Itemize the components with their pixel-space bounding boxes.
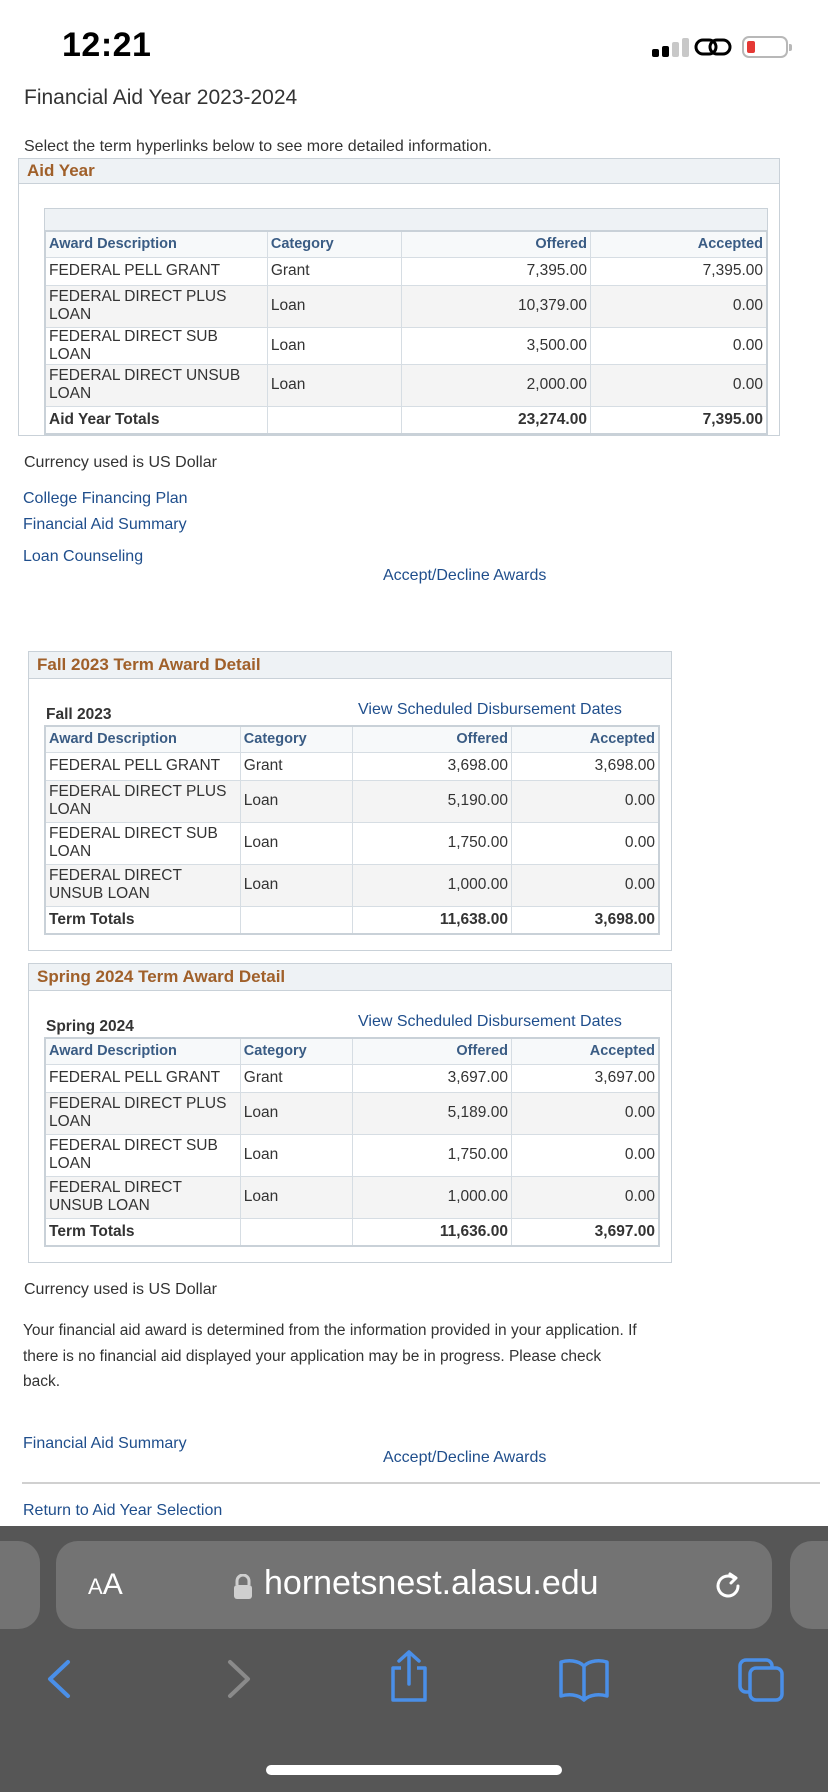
header-category: Category: [267, 231, 401, 257]
table-row: [45, 864, 659, 906]
award-accepted: 7,395.00: [590, 257, 767, 285]
award-accepted: 0.00: [511, 1134, 659, 1176]
back-icon[interactable]: [40, 1656, 80, 1707]
table-row: [45, 327, 767, 364]
totals-label: Aid Year Totals: [45, 406, 267, 434]
reload-icon[interactable]: [710, 1568, 746, 1609]
table-header-row: [45, 726, 659, 752]
aid-year-caption-bar: [44, 208, 768, 232]
accept-decline-awards-link[interactable]: Accept/Decline Awards: [383, 1449, 547, 1466]
award-category: Loan: [267, 364, 401, 406]
totals-row: [45, 906, 659, 934]
spring-disbursement-dates-link[interactable]: View Scheduled Disbursement Dates: [358, 1013, 622, 1030]
award-offered: 3,697.00: [352, 1064, 511, 1092]
instructions: Select the term hyperlinks below to see more detailed information.: [24, 138, 492, 155]
award-description: FEDERAL DIRECT UNSUB LOAN: [45, 364, 267, 406]
previous-tab-preview[interactable]: [0, 1541, 40, 1629]
award-category: Loan: [267, 285, 401, 327]
award-description: FEDERAL DIRECT UNSUB LOAN: [45, 1176, 240, 1218]
header-category: Category: [240, 726, 352, 752]
table-row: [45, 285, 767, 327]
lock-icon: [232, 1574, 254, 1605]
award-description: FEDERAL DIRECT SUB LOAN: [45, 1134, 240, 1176]
spring-term-label: Spring 2024: [46, 1018, 134, 1035]
disclaimer-line: there is no financial aid displayed your application may be in progress. Please check: [23, 1348, 602, 1365]
award-offered: 1,000.00: [352, 864, 511, 906]
header-offered: Offered: [352, 726, 511, 752]
award-description: FEDERAL DIRECT UNSUB LOAN: [45, 864, 240, 906]
table-row: [45, 1176, 659, 1218]
share-icon[interactable]: [386, 1648, 432, 1709]
bookmarks-icon[interactable]: [558, 1656, 610, 1707]
award-description: FEDERAL PELL GRANT: [45, 257, 267, 285]
personal-hotspot-icon: [694, 34, 732, 65]
table-row: [45, 1092, 659, 1134]
award-category: Loan: [240, 1134, 352, 1176]
award-description: FEDERAL PELL GRANT: [45, 1064, 240, 1092]
spring-term-section-header: Spring 2024 Term Award Detail: [28, 963, 672, 991]
award-category: Loan: [240, 864, 352, 906]
table-row: [45, 257, 767, 285]
header-accepted: Accepted: [590, 231, 767, 257]
header-offered: Offered: [352, 1038, 511, 1064]
fall-disbursement-dates-link[interactable]: View Scheduled Disbursement Dates: [358, 701, 622, 718]
status-time: 12:21: [62, 26, 152, 64]
award-category: Loan: [240, 1176, 352, 1218]
return-to-aid-year-selection-link[interactable]: Return to Aid Year Selection: [23, 1502, 223, 1519]
header-award-description: Award Description: [45, 726, 240, 752]
totals-row: [45, 1218, 659, 1246]
table-row: [45, 1064, 659, 1092]
award-accepted: 0.00: [590, 285, 767, 327]
award-accepted: 0.00: [511, 822, 659, 864]
text-size-button[interactable]: AA: [88, 1568, 123, 1601]
award-offered: 7,395.00: [401, 257, 590, 285]
table-row: [45, 752, 659, 780]
totals-accepted: 7,395.00: [590, 406, 767, 434]
home-indicator[interactable]: [266, 1765, 562, 1775]
award-offered: 5,190.00: [352, 780, 511, 822]
forward-icon[interactable]: [218, 1656, 258, 1707]
header-award-description: Award Description: [45, 1038, 240, 1064]
fall-term-label: Fall 2023: [46, 706, 112, 723]
award-offered: 5,189.00: [352, 1092, 511, 1134]
spring-term-table: [44, 1037, 660, 1247]
totals-offered: 11,638.00: [352, 906, 511, 934]
totals-row: [45, 406, 767, 434]
award-description: FEDERAL DIRECT SUB LOAN: [45, 327, 267, 364]
award-offered: 1,750.00: [352, 1134, 511, 1176]
award-category: Grant: [240, 752, 352, 780]
award-description: FEDERAL DIRECT PLUS LOAN: [45, 1092, 240, 1134]
award-category: Grant: [240, 1064, 352, 1092]
disclaimer-line: Your financial aid award is determined from the information provided in your application. If: [23, 1322, 637, 1339]
currency-note: Currency used is US Dollar: [24, 454, 217, 471]
header-accepted: Accepted: [511, 726, 659, 752]
cellular-signal-icon: [652, 38, 692, 57]
next-tab-preview[interactable]: [790, 1541, 828, 1629]
disclaimer-line: back.: [23, 1373, 61, 1390]
financial-aid-summary-link[interactable]: Financial Aid Summary: [23, 516, 187, 533]
table-row: [45, 822, 659, 864]
award-category: Loan: [240, 1092, 352, 1134]
currency-note: Currency used is US Dollar: [24, 1281, 217, 1298]
award-category: Loan: [240, 780, 352, 822]
award-accepted: 3,698.00: [511, 752, 659, 780]
award-offered: 1,750.00: [352, 822, 511, 864]
award-accepted: 3,697.00: [511, 1064, 659, 1092]
award-category: Loan: [267, 327, 401, 364]
totals-offered: 11,636.00: [352, 1218, 511, 1246]
table-row: [45, 1134, 659, 1176]
battery-icon: [742, 36, 788, 58]
accept-decline-awards-link[interactable]: Accept/Decline Awards: [383, 567, 547, 584]
divider: [22, 1482, 820, 1484]
award-accepted: 0.00: [590, 364, 767, 406]
table-header-row: [45, 231, 767, 257]
totals-label: Term Totals: [45, 1218, 240, 1246]
award-accepted: 0.00: [511, 864, 659, 906]
college-financing-plan-link[interactable]: College Financing Plan: [23, 490, 188, 507]
fall-term-section-header: Fall 2023 Term Award Detail: [28, 651, 672, 679]
award-description: FEDERAL PELL GRANT: [45, 752, 240, 780]
page-title: Financial Aid Year 2023-2024: [24, 86, 298, 109]
award-description: FEDERAL DIRECT PLUS LOAN: [45, 285, 267, 327]
award-offered: 3,698.00: [352, 752, 511, 780]
award-accepted: 0.00: [590, 327, 767, 364]
financial-aid-summary-link[interactable]: Financial Aid Summary: [23, 1435, 187, 1452]
header-award-description: Award Description: [45, 231, 267, 257]
award-offered: 2,000.00: [401, 364, 590, 406]
award-offered: 3,500.00: [401, 327, 590, 364]
url-text[interactable]: hornetsnest.alasu.edu: [264, 1564, 599, 1602]
award-accepted: 0.00: [511, 1176, 659, 1218]
award-accepted: 0.00: [511, 780, 659, 822]
award-category: Grant: [267, 257, 401, 285]
header-category: Category: [240, 1038, 352, 1064]
totals-accepted: 3,698.00: [511, 906, 659, 934]
award-offered: 1,000.00: [352, 1176, 511, 1218]
table-row: [45, 364, 767, 406]
totals-accepted: 3,697.00: [511, 1218, 659, 1246]
table-header-row: [45, 1038, 659, 1064]
award-category: Loan: [240, 822, 352, 864]
table-row: [45, 780, 659, 822]
totals-offered: 23,274.00: [401, 406, 590, 434]
header-accepted: Accepted: [511, 1038, 659, 1064]
aid-year-table: [44, 230, 768, 435]
fall-term-table: [44, 725, 660, 935]
header-offered: Offered: [401, 231, 590, 257]
award-description: FEDERAL DIRECT SUB LOAN: [45, 822, 240, 864]
award-description: FEDERAL DIRECT PLUS LOAN: [45, 780, 240, 822]
tabs-icon[interactable]: [736, 1656, 786, 1709]
award-offered: 10,379.00: [401, 285, 590, 327]
aid-year-section-header: Aid Year: [18, 158, 780, 184]
totals-label: Term Totals: [45, 906, 240, 934]
loan-counseling-link[interactable]: Loan Counseling: [23, 548, 144, 565]
award-accepted: 0.00: [511, 1092, 659, 1134]
